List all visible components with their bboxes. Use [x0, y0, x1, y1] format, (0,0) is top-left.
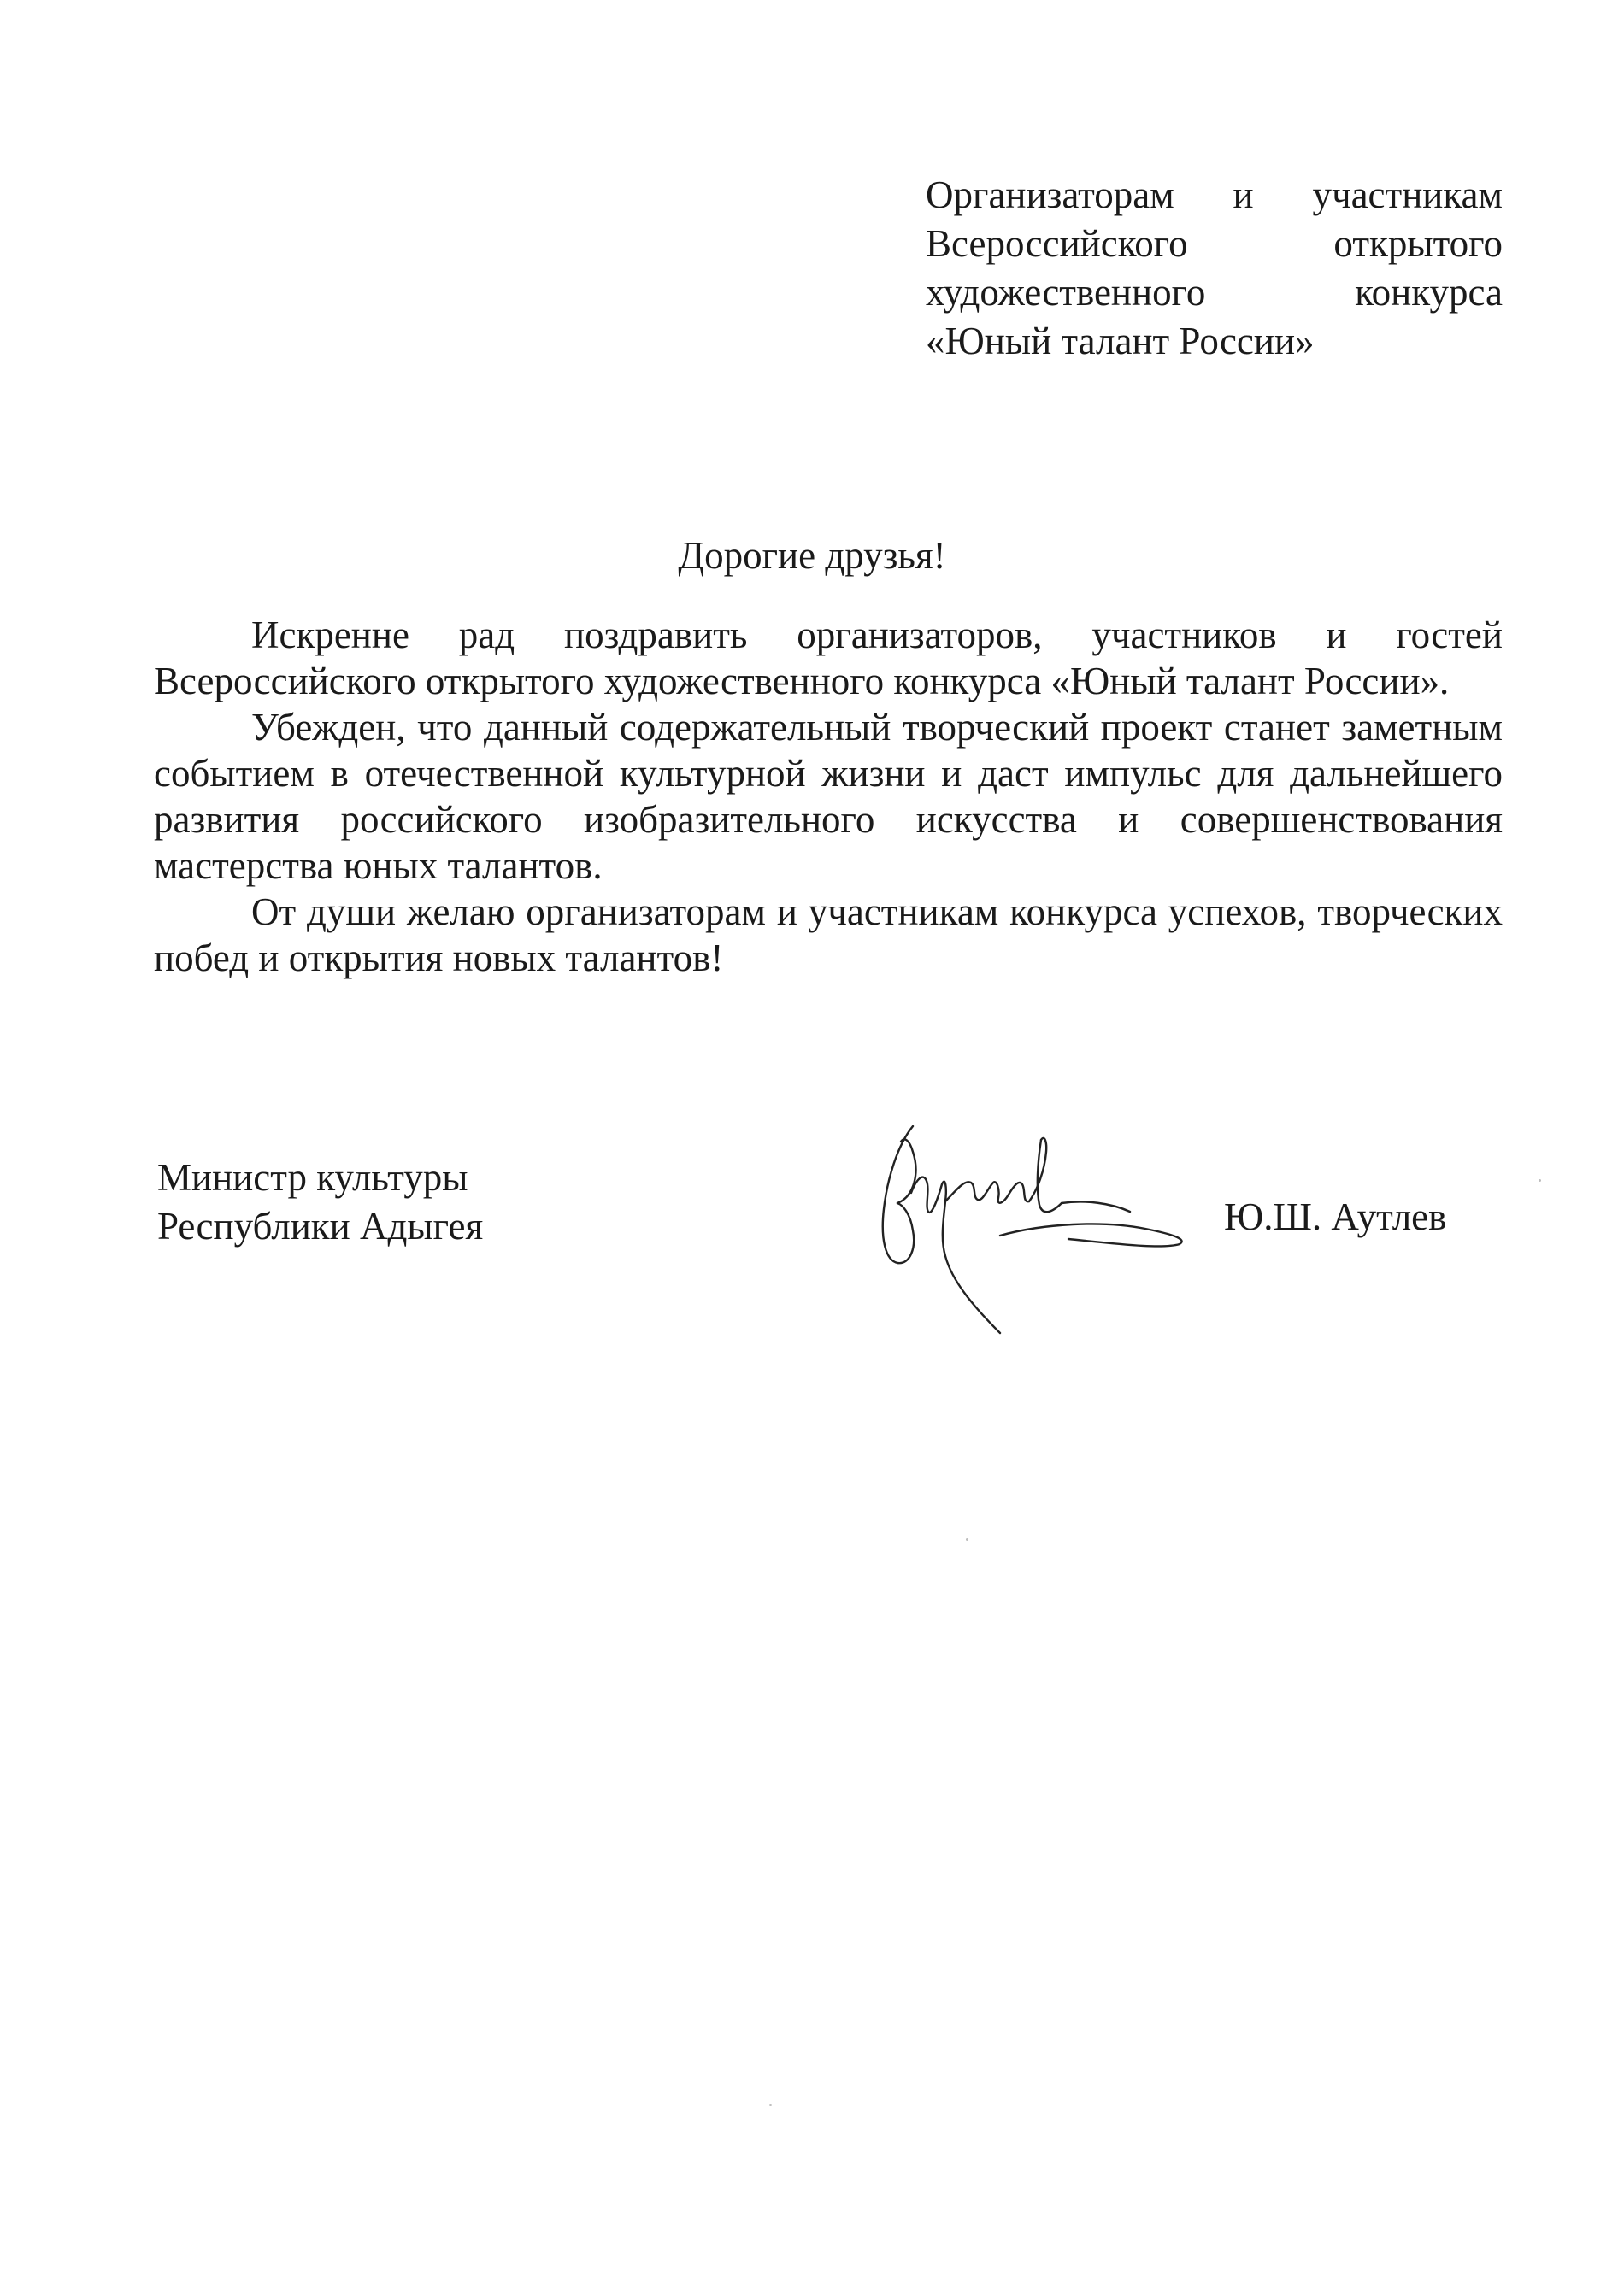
scan-speck: [769, 2104, 772, 2106]
handwritten-signature: [863, 1111, 1222, 1342]
addressee-block: [926, 171, 1503, 366]
scan-speck: [1539, 1179, 1541, 1182]
addressee-word: открытого: [1333, 222, 1503, 265]
signer-position-line-2: Республики Адыгея: [157, 1205, 484, 1248]
scan-speck: [966, 1538, 968, 1541]
addressee-line-2: [926, 220, 1503, 268]
addressee-line-1: [926, 171, 1503, 220]
letter-body: [154, 612, 1503, 981]
body-paragraph-2: Убежден, что данный содержательный творческий проект станет заметным событием в отечественной культурной жизни и даст импульс для дальнейшего развития российского изобразительного искусства и совершенствования мастерства юных талантов.: [154, 706, 1503, 887]
signer-name: Ю.Ш. Аутлев: [1224, 1195, 1447, 1238]
addressee-word: конкурса: [1355, 271, 1503, 314]
addressee-word: участникам: [1312, 173, 1503, 216]
body-paragraph-3: От души желаю организаторам и участникам конкурса успехов, творческих побед и открытия новых талантов!: [154, 890, 1503, 979]
greeting: Дорогие друзья!: [678, 534, 946, 577]
signer-position-line-1: Министр культуры: [157, 1156, 468, 1199]
addressee-word: Всероссийского: [926, 222, 1188, 265]
signer-position: [157, 1154, 483, 1251]
addressee-line-4: «Юный талант России»: [926, 320, 1315, 362]
addressee-word: и: [1233, 173, 1254, 216]
addressee-word: Организаторам: [926, 173, 1174, 216]
body-paragraph-1: Искренне рад поздравить организаторов, участников и гостей Всероссийского открытого художественного конкурса «Юный талант России».: [154, 614, 1503, 702]
addressee-line-3: [926, 268, 1503, 317]
addressee-word: художественного: [926, 271, 1206, 314]
